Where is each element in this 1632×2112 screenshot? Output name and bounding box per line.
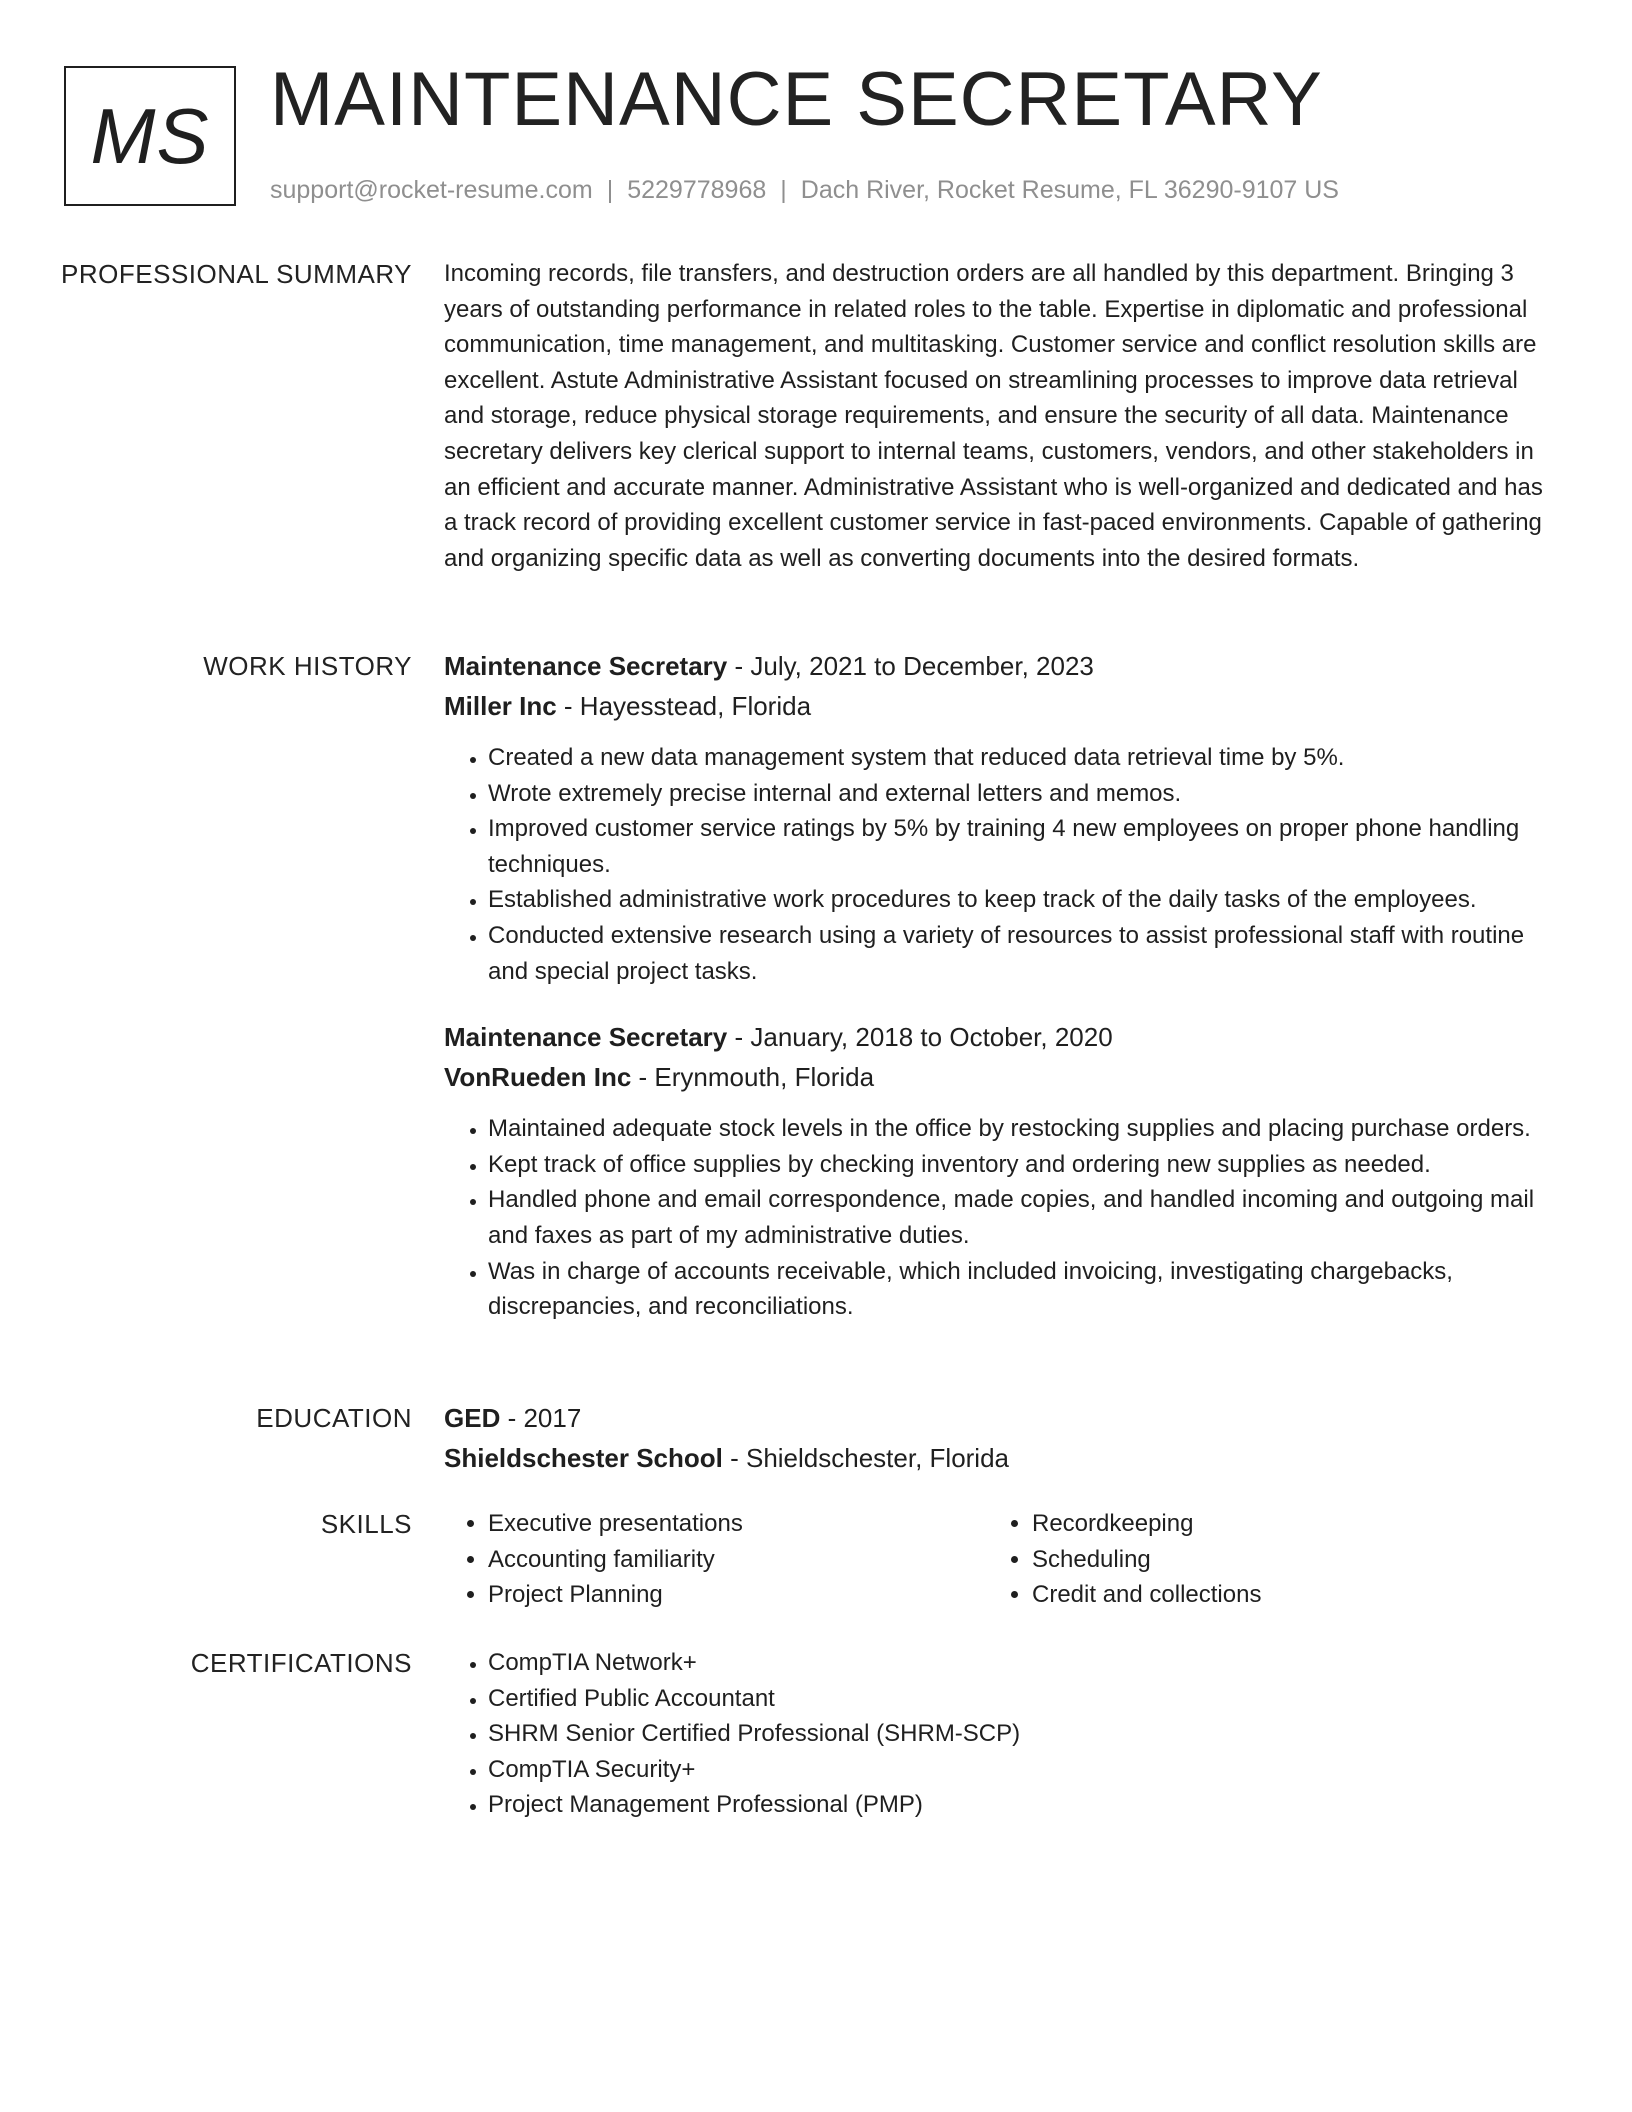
job-company-line xyxy=(444,1059,1554,1095)
job-bullet: • Established administrative work procedures to keep track of the daily tasks of the employees. xyxy=(488,882,1554,918)
job-bullet: • Was in charge of accounts receivable, which included invoicing, investigating chargebacks, discrepancies, and reconciliations. xyxy=(488,1254,1554,1325)
education-year: - 2017 xyxy=(500,1403,582,1433)
job-entry xyxy=(444,1019,1554,1325)
job-company: VonRueden Inc xyxy=(444,1062,632,1093)
job-title-line xyxy=(444,1019,1554,1055)
skill-item: • Accounting familiarity xyxy=(488,1542,988,1578)
certifications-heading: CERTIFICATIONS xyxy=(190,1648,412,1678)
job-role: Maintenance Secretary xyxy=(444,1022,728,1053)
work-history-body xyxy=(444,648,1554,1325)
education-school-line xyxy=(444,1440,1554,1476)
contact-email[interactable]: support@rocket-resume.com xyxy=(270,176,593,204)
education-heading: EDUCATION xyxy=(256,1403,412,1433)
skills-grid xyxy=(444,1506,1554,1613)
skills-body xyxy=(444,1506,1554,1613)
skill-item: • Recordkeeping xyxy=(1032,1506,1532,1542)
job-bullet: • Conducted extensive research using a variety of resources to assist professional staff with routine and special project tasks. xyxy=(488,918,1554,989)
contact-separator: | xyxy=(780,176,787,204)
job-bullet: • Maintained adequate stock levels in the office by restocking supplies and placing purchase orders. xyxy=(488,1111,1554,1147)
job-title-line xyxy=(444,648,1554,684)
skill-item: • Scheduling xyxy=(1032,1542,1532,1578)
skills-list-right xyxy=(988,1506,1532,1613)
certification-item: • CompTIA Security+ xyxy=(488,1752,1554,1788)
skills-heading: SKILLS xyxy=(320,1509,412,1539)
education-body xyxy=(444,1400,1554,1476)
certification-item: • CompTIA Network+ xyxy=(488,1645,1554,1681)
job-company: Miller Inc xyxy=(444,691,557,721)
contact-line xyxy=(270,174,1339,206)
education-degree: GED xyxy=(444,1403,501,1433)
skill-item: • Executive presentations xyxy=(488,1506,988,1542)
skills-list-left xyxy=(444,1506,988,1613)
job-entry xyxy=(444,648,1554,989)
certification-item: • SHRM Senior Certified Professional (SHRM-SCP) xyxy=(488,1716,1554,1752)
job-bullet: • Created a new data management system that reduced data retrieval time by 5%. xyxy=(488,740,1554,776)
job-bullets xyxy=(444,740,1554,989)
job-role: Maintenance Secretary xyxy=(444,651,728,681)
monogram-initials: MS xyxy=(90,91,210,180)
job-dates: - July, 2021 to December, 2023 xyxy=(727,651,1094,681)
skill-item: • Credit and collections xyxy=(1032,1577,1532,1613)
job-bullet: • Wrote extremely precise internal and external letters and memos. xyxy=(488,776,1554,812)
education-school: Shieldschester School xyxy=(444,1443,723,1473)
education-location: - Shieldschester, Florida xyxy=(722,1443,1010,1473)
job-bullet: • Improved customer service ratings by 5% by training 4 new employees on proper phone handling techniques. xyxy=(488,811,1554,882)
summary-heading: PROFESSIONAL SUMMARY xyxy=(61,259,412,289)
job-bullet: • Handled phone and email correspondence, made copies, and handled incoming and outgoing mail and faxes as part of my administrative duties. xyxy=(488,1182,1554,1253)
certification-item: • Project Management Professional (PMP) xyxy=(488,1787,1554,1823)
job-bullets xyxy=(444,1111,1554,1325)
job-location: - Erynmouth, Florida xyxy=(631,1062,875,1093)
job-company-line xyxy=(444,688,1554,724)
job-bullet: • Kept track of office supplies by checking inventory and ordering new supplies as needed. xyxy=(488,1147,1554,1183)
work-history-heading: WORK HISTORY xyxy=(203,651,412,681)
monogram-logo xyxy=(64,66,236,206)
job-location: - Hayesstead, Florida xyxy=(556,691,812,721)
education-degree-line xyxy=(444,1400,1554,1436)
page-title: MAINTENANCE SECRETARY xyxy=(270,57,1323,142)
summary-text: Incoming records, file transfers, and destruction orders are all handled by this department. Bringing 3 years of outstanding performance in related roles to the table. Expertise in diplomatic and professional communication, time management, and multitasking. Customer service and conflict resolution skills are excellent. Astute Administrative Assistant focused on streamlining processes to improve data retrieval and storage, reduce physical storage requirements, and ensure the security of all data. Maintenance secretary delivers key clerical support to internal teams, customers, vendors, and other stakeholders in an efficient and accurate manner. Administrative Assistant who is well-organized and dedicated and has a track record of providing excellent customer service in fast-paced environments. Capable of gathering and organizing specific data as well as converting documents into the desired formats. xyxy=(444,260,1543,572)
job-dates: - January, 2018 to October, 2020 xyxy=(727,1022,1113,1053)
contact-address: Dach River, Rocket Resume, FL 36290-9107 US xyxy=(800,176,1339,204)
certifications-list xyxy=(444,1645,1554,1823)
contact-separator: | xyxy=(606,176,614,204)
contact-phone[interactable]: 5229778968 xyxy=(627,176,767,204)
skill-item: • Project Planning xyxy=(488,1577,988,1613)
certifications-body xyxy=(444,1645,1554,1823)
certification-item: • Certified Public Accountant xyxy=(488,1681,1554,1717)
summary-body xyxy=(444,256,1554,576)
